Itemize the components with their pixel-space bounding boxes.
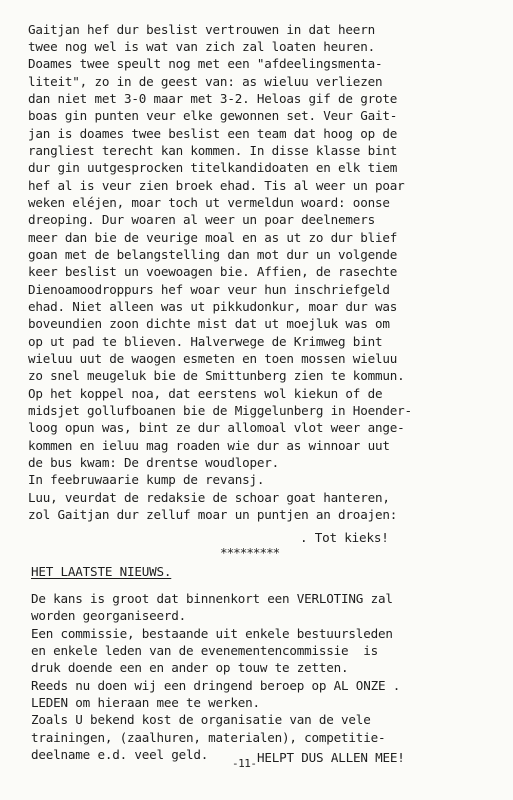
text-line: LEDEN om hieraan mee te werken. bbox=[31, 695, 260, 710]
text-line: de bus kwam: De drentse woudloper. bbox=[28, 455, 279, 470]
text-line: meer dan bie de veurige moal en as ut zo dur blief bbox=[28, 230, 398, 245]
text-line: rangliest terecht kan kommen. In disse klasse bint bbox=[28, 143, 398, 158]
text-line: Op het koppel noa, dat eerstens wol kiekun of de bbox=[28, 386, 383, 401]
text-line: loog opun was, bint ze dur allomoal vlot weer ange- bbox=[28, 420, 405, 435]
text-line: In feebruwaarie kump de revansj. bbox=[28, 472, 265, 487]
text-line: De kans is groot dat binnenkort een VERLOTING zal bbox=[31, 591, 393, 606]
text-line: Zoals U bekend kost de organisatie van de vele bbox=[31, 712, 371, 727]
text-line: goan met de belangstelling dan mot dur un volgende bbox=[28, 247, 398, 262]
text-line: dan niet met 3-0 maar met 3-2. Heloas gif de grote bbox=[28, 91, 398, 106]
text-line: Doames twee speult nog met een "afdeelingsmenta- bbox=[28, 56, 383, 71]
text-line: Reeds nu doen wij een dringend beroep op AL ONZE . bbox=[31, 678, 401, 693]
text-line: hef al is veur zien broek ehad. Tis al weer un poar bbox=[28, 178, 405, 193]
text-line: zo snel meugeluk bie de Smittunberg zien te kommun. bbox=[28, 368, 405, 383]
text-line: Een commissie, bestaande uit enkele bestuursleden bbox=[31, 626, 393, 641]
text-line: deelname e.d. veel geld. bbox=[31, 747, 209, 762]
text-line: keer beslist un voewoagen bie. Affien, de rasechte bbox=[28, 264, 398, 279]
text-line: en enkele leden van de evenementencommissie is bbox=[31, 643, 378, 658]
signoff-tot-kieks: . Tot kieks! bbox=[300, 530, 389, 545]
text-line: boas gin punten veur elke gewonnen set. Veur Gait- bbox=[28, 108, 398, 123]
text-line: dreoping. Dur woaren al weer un poar deelnemers bbox=[28, 212, 375, 227]
text-line: Dienoamoodroppurs hef woar veur hun inschriefgeld bbox=[28, 282, 390, 297]
page-number: -11- bbox=[232, 757, 257, 770]
text-line: druk doende een en ander op touw te zetten. bbox=[31, 660, 349, 675]
closing-call-to-action: HELPT DUS ALLEN MEE! bbox=[257, 750, 405, 765]
asterisk-separator: ********* bbox=[220, 545, 280, 560]
text-line: weken eléjen, moar toch ut vermeldun woard: oonse bbox=[28, 195, 390, 210]
text-line: worden georganiseerd. bbox=[31, 608, 187, 623]
text-line: Luu, veurdat de redaksie de schoar goat hanteren, bbox=[28, 490, 390, 505]
text-line: trainingen, (zaalhuren, materialen), competitie- bbox=[31, 730, 386, 745]
text-line: twee nog wel is wat van zich zal loaten heuren. bbox=[28, 39, 375, 54]
text-line: midsjet gollufboanen bie de Miggelunberg in Hoender- bbox=[28, 403, 412, 418]
text-line: Gaitjan hef dur beslist vertrouwen in dat heern bbox=[28, 22, 375, 37]
text-line: zol Gaitjan dur zelluf moar un puntjen an droajen: bbox=[28, 507, 398, 522]
text-line: ehad. Niet alleen was ut pikkudonkur, moar dur was bbox=[28, 299, 398, 314]
text-line: boveundien zoon dichte mist dat ut moejluk was om bbox=[28, 316, 390, 331]
text-line: liteit", zo in de geest van: as wieluu verliezen bbox=[28, 74, 383, 89]
text-line: op ut pad te blieven. Halverwege de Krimweg bint bbox=[28, 334, 383, 349]
text-line: dur gin uutgesprocken titelkandidoaten en elk tiem bbox=[28, 160, 398, 175]
section-heading-laatste-nieuws: HET LAATSTE NIEUWS. bbox=[31, 564, 172, 579]
text-line: jan is doames twee beslist een team dat hoog op de bbox=[28, 126, 398, 141]
text-line: wieluu uut de waogen esmeten en toen mossen wieluu bbox=[28, 351, 398, 366]
text-line: kommen en ieluu mag roaden wie dur as winnoar uut bbox=[28, 438, 390, 453]
